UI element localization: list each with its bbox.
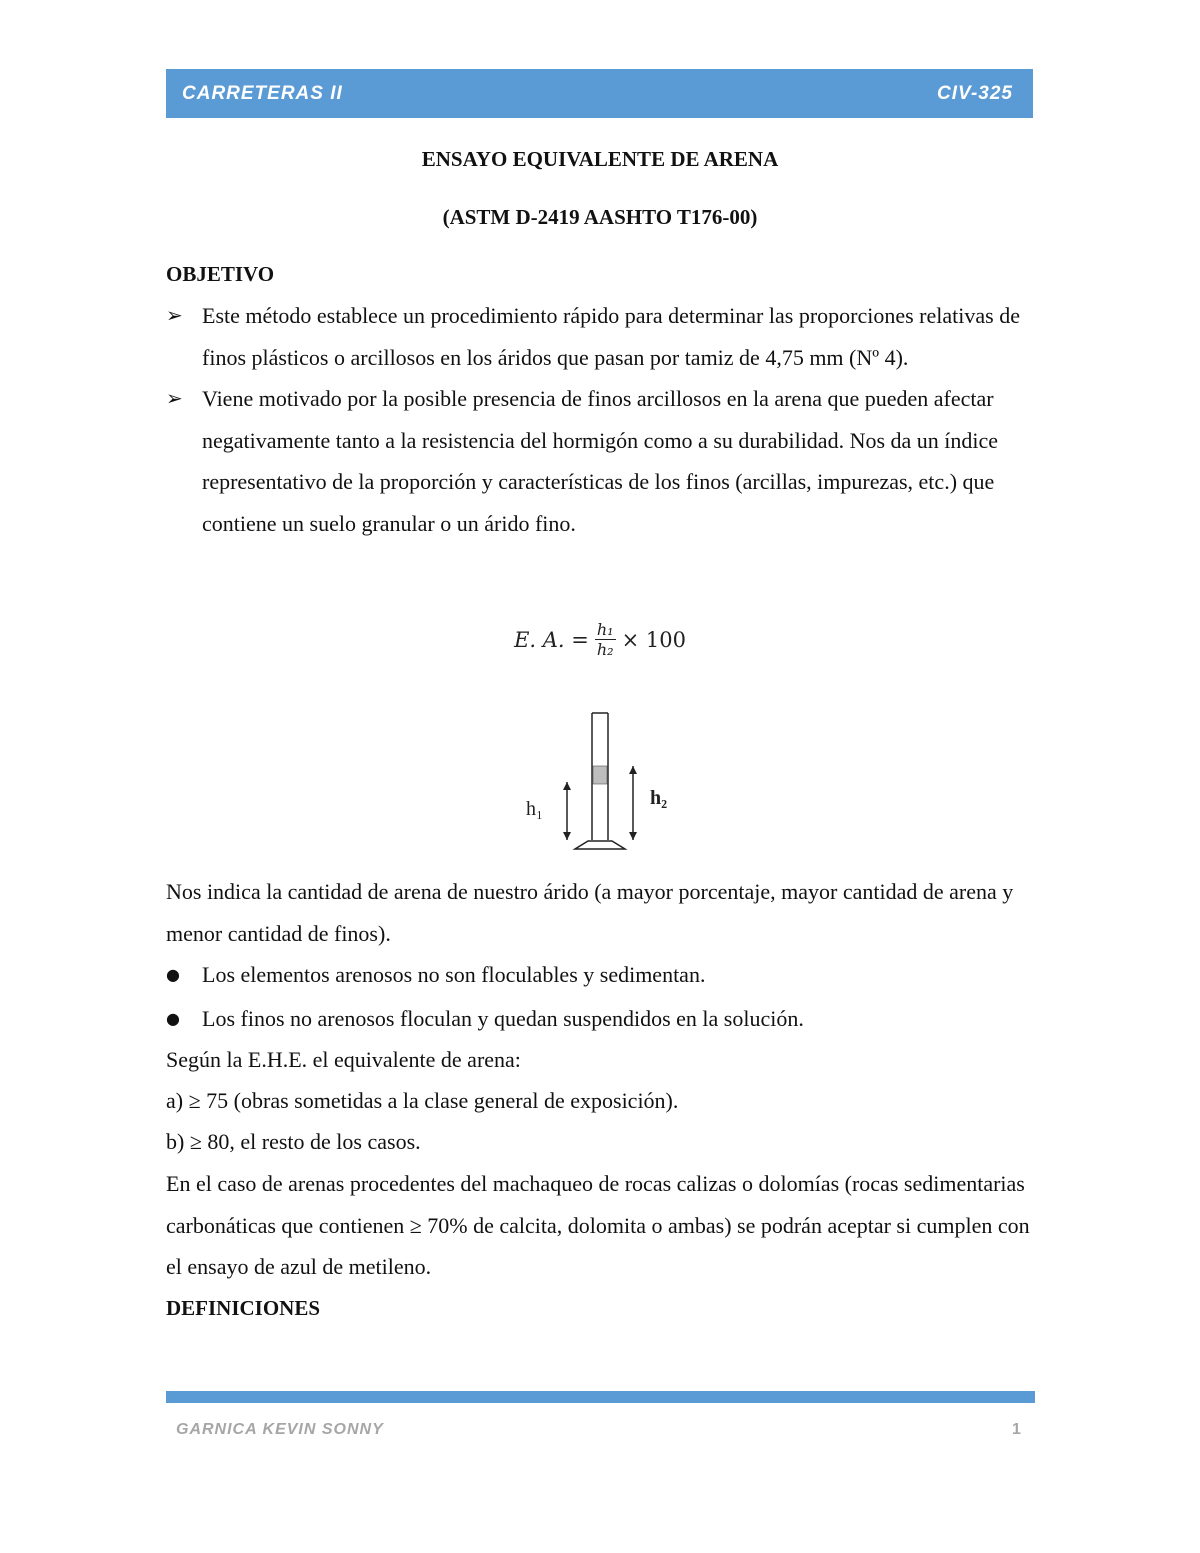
objetivo-heading: OBJETIVO [166,262,275,286]
ehe-item-a: a) ≥ 75 (obras sometidas a la clase general de exposición). [166,1088,679,1113]
dot-bullet-icon: ● [166,1008,180,1028]
intro-paragraph: Nos indica la cantidad de arena de nuestro árido (a mayor porcentaje, mayor cantidad de arena y menor cantidad de finos). [166,879,1014,946]
dot-bullet-2: Los finos no arenosos floculan y quedan suspendidos en la solución. [202,1005,804,1031]
ehe-intro: Según la E.H.E. el equivalente de arena: [166,1047,521,1072]
list-item [166,295,1036,378]
graduated-cylinder-icon [575,713,625,849]
formula-rhs: × 100 [621,627,686,652]
list-item [166,378,1036,544]
objetivo-list [166,295,1036,544]
arrow-bullet-icon: ➢ [166,303,183,327]
h2-dimension-arrow [629,766,637,840]
label-h2: h₂ [650,787,668,809]
objetivo-bullet-2: Viene motivado por la posible presencia de finos arcillosos en la arena que pueden afectar negativamente tanto a la resistencia del hormigón como a su durabilidad. Nos da un índice representativo de la proporción y características de los finos (arcillas, impurezas, etc.) que contiene un suelo granular o un árido fino. [202,386,999,536]
page-number: 1 [1012,1421,1021,1438]
arrow-bullet-icon: ➢ [166,386,183,410]
closing-paragraph: En el caso de arenas procedentes del machaqueo de rocas calizas o dolomías (rocas sedimentarias carbonáticas que contienen ≥ 70% de calcita, dolomita o ambas) se podrán aceptar si cumplen con el ensayo de azul de metileno. [166,1171,1030,1279]
header-course: CARRETERAS II [182,82,343,104]
h1-dimension-arrow [563,782,571,840]
ehe-item-b: b) ≥ 80, el resto de los casos. [166,1129,421,1154]
definiciones-heading: DEFINICIONES [166,1296,321,1320]
objetivo-bullet-1: Este método establece un procedimiento rápido para determinar las proporciones relativas de finos plásticos o arcillosos en los áridos que pasan por tamiz de 4,75 mm (Nº 4). [202,303,1020,370]
document-subtitle: (ASTM D-2419 AASHTO T176-00) [442,205,758,229]
formula-lhs: E. A. = [514,627,589,652]
list-item [166,998,1036,1040]
dot-list [166,954,1036,1039]
footer-author: GARNICA KEVIN SONNY [176,1421,384,1438]
page-header [166,69,1033,118]
document-title: ENSAYO EQUIVALENTE DE ARENA [421,147,779,171]
label-h1: h₁ [526,798,543,820]
test-cylinder-diagram [510,708,690,854]
dot-bullet-icon: ● [166,965,180,984]
formula-numerator: h₁ [596,620,614,639]
dot-bullet-1: Los elementos arenosos no son floculables y sedimentan. [202,962,706,987]
equivalent-sand-formula [0,620,1200,659]
formula-fraction [595,620,616,659]
footer-divider [166,1391,1035,1403]
list-item [166,954,1036,996]
header-code: CIV-325 [937,82,1013,104]
formula-denominator: h₂ [596,640,614,659]
